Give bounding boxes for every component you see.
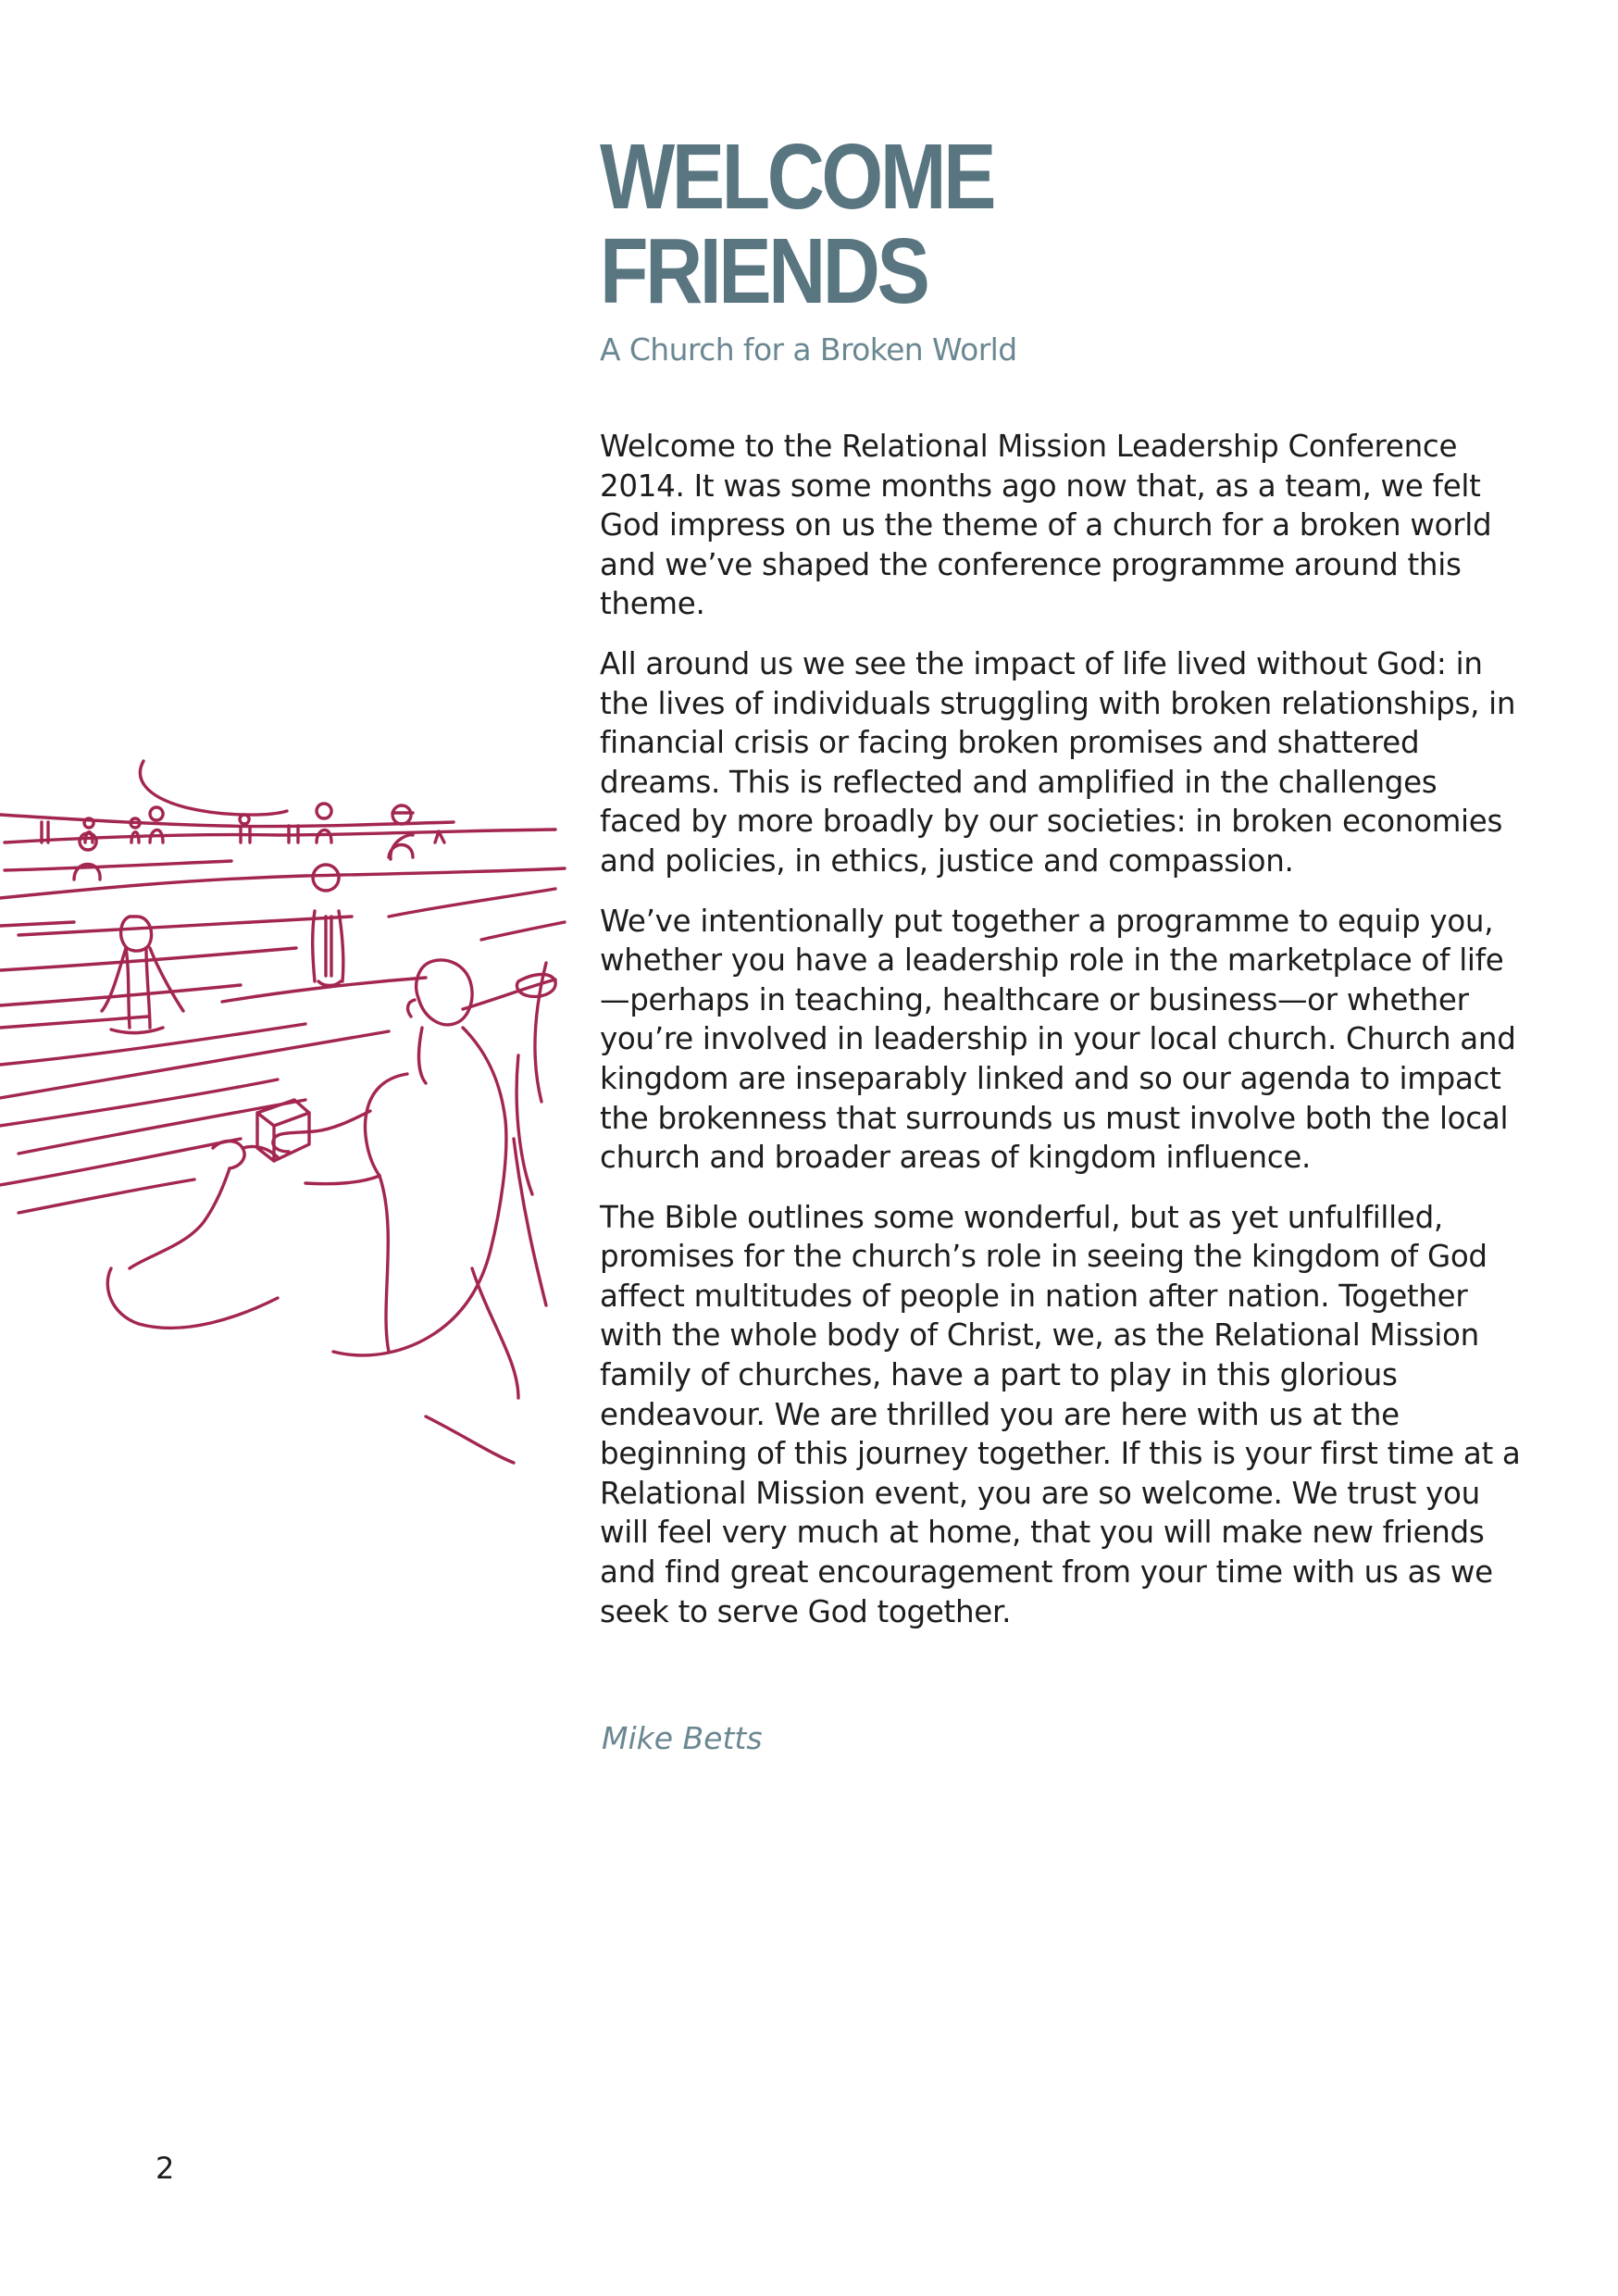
crowd-gift-illustration bbox=[0, 750, 574, 1491]
subtitle: A Church for a Broken World bbox=[600, 331, 1017, 368]
background-crowd-lines bbox=[0, 761, 565, 1463]
body-paragraph-3: We’ve intentionally put together a programme to equip you, whether you have a leadership role in the marketplace of life—perhaps in teaching, healthcare or business—or whether you’re involved in leadership in your local church. Church and kingdom are inseparably linked and so our agenda to impact the brokenness that surrounds us must involve both the local church and broader areas of kingdom influence. bbox=[600, 903, 1516, 1176]
body-paragraph-2: All around us we see the impact of life lived without God: in the lives of individuals struggling with broken relationships, in financial crisis or facing broken promises and shattered dreams. This is reflected and amplified in the challenges faced by more broadly by our societies: in broken economies and policies, in ethics, justice and compassion. bbox=[600, 645, 1516, 879]
page-title-line-1: WELCOME bbox=[600, 125, 993, 229]
page-title-line-2: FRIENDS bbox=[600, 219, 927, 323]
page-number: 2 bbox=[156, 2151, 175, 2186]
body-paragraph-1: Welcome to the Relational Mission Leadership Conference 2014. It was some months ago now that, as a team, we felt God impress on us the theme of a church for a broken world and we’ve shaped the conference programme around this theme. bbox=[600, 429, 1492, 622]
body-text bbox=[600, 427, 1525, 1652]
signature: Mike Betts bbox=[602, 1720, 763, 1756]
man-holding-gift bbox=[107, 960, 555, 1355]
body-paragraph-4: The Bible outlines some wonderful, but as yet unfulfilled, promises for the church’s role in seeing the kingdom of God affect multitudes of people in nation after nation. Together with the whole body of Christ, we, as the Relational Mission family of churches, have a part to play in this glorious endeavour. We are thrilled you are here with us at the beginning of this journey together. If this is your first time at a Relational Mission event, you are so welcome. We trust you will feel very much at home, that you will make new friends and find great encouragement from your time with us as we seek to serve God together. bbox=[600, 1199, 1521, 1629]
page-title bbox=[600, 125, 1316, 323]
